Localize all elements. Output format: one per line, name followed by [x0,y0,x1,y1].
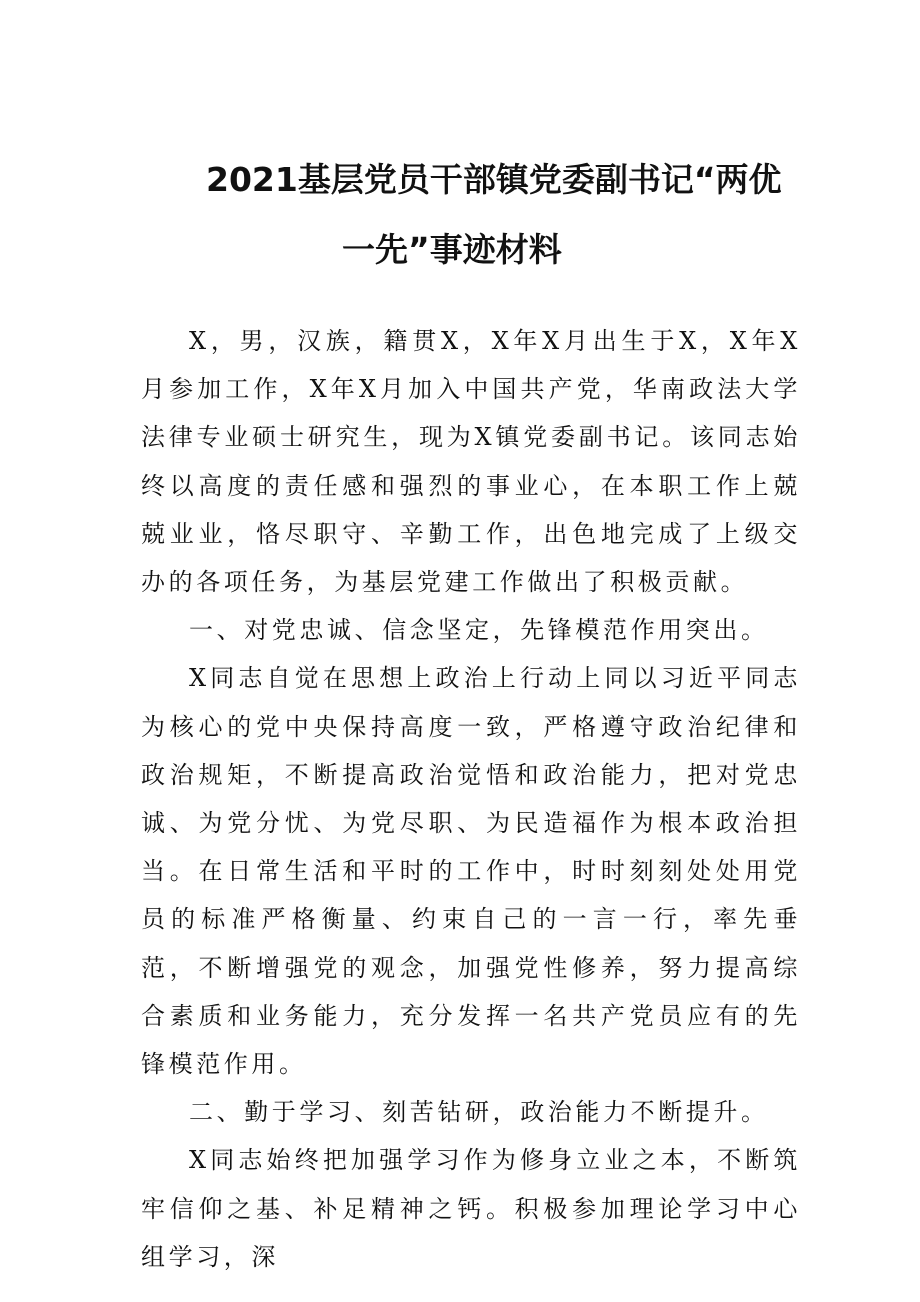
section-heading-2: 二、勤于学习、刻苦钻研，政治能力不断提升。 [189,1098,769,1127]
document-body [141,317,801,1281]
paragraph-section-1: X同志自觉在思想上政治上行动上同以习近平同志为核心的党中央保持高度一致，严格遵守政治纪律和政治规矩，不断提高政治觉悟和政治能力，把对党忠诚、为党分忧、为党尽职、为民造福作为根本政治担当。在日常生活和平时的工作中，时时刻刻处处用党员的标准严格衡量、约束自己的一言一行，率先垂范，不断增强党的观念，加强党性修养，努力提高综合素质和业务能力，充分发挥一名共产党员应有的先锋模范作用。 [141,664,801,1079]
paragraph-intro: X，男，汉族，籍贯X，X年X月出生于X，X年X月参加工作，X年X月加入中国共产党，华南政法大学法律专业硕士研究生，现为X镇党委副书记。该同志始终以高度的责任感和强烈的事业心，在本职工作上兢兢业业，恪尽职守、辛勤工作，出色地完成了上级交办的各项任务，为基层党建工作做出了积极贡献。 [141,327,801,597]
document-title-line-1: 2021基层党员干部镇党委副书记“两优 [206,160,782,199]
document-title-line-2: 一先”事迹材料 [342,230,562,269]
paragraph-section-2: X同志始终把加强学习作为修身立业之本，不断筑牢信仰之基、补足精神之钙。积极参加理论学习中心组学习，深 [141,1146,801,1271]
section-heading-1: 一、对党忠诚、信念坚定，先锋模范作用突出。 [189,616,769,645]
